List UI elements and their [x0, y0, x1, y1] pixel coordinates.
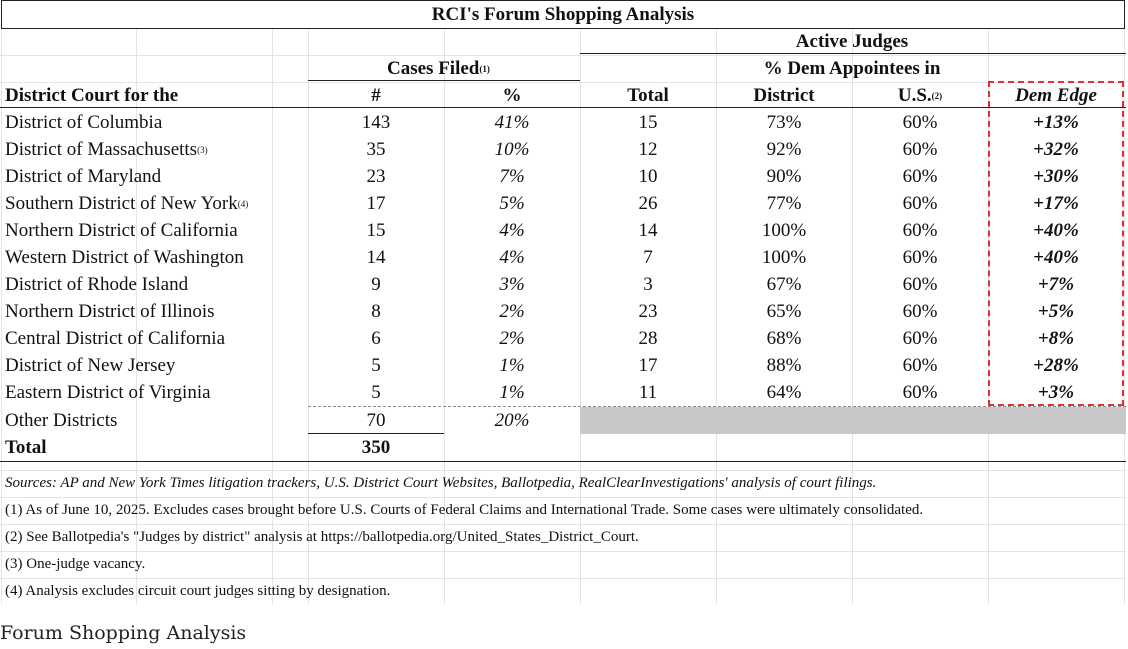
footnote-1: (1) As of June 10, 2025. Excludes cases brought before U.S. Courts of Federal Claims and International Trade. Some cases were ultimately consolidated. — [5, 502, 924, 518]
row-cases: 14 — [366, 247, 386, 268]
row-dem-edge: +3% — [1037, 382, 1075, 403]
row-dem-edge: +40% — [1033, 247, 1079, 268]
row-cases: 8 — [371, 301, 381, 322]
row-us-pct: 60% — [902, 220, 938, 241]
row-us-pct: 60% — [902, 193, 938, 214]
row-cases: 15 — [366, 220, 386, 241]
row-judges-total: 28 — [638, 328, 658, 349]
row-cases: 9 — [371, 274, 381, 295]
row-dem-edge: +7% — [1037, 274, 1075, 295]
row-cases: 35 — [366, 139, 386, 160]
row-court-name: District of Maryland — [5, 166, 162, 187]
row-percent: 10% — [494, 139, 530, 160]
row-district-pct: 88% — [766, 355, 802, 376]
other-districts-cases: 70 — [366, 410, 386, 431]
dem-edge-header: Dem Edge — [1015, 85, 1097, 106]
row-us-pct: 60% — [902, 382, 938, 403]
row-judges-total: 10 — [638, 166, 658, 187]
row-dem-edge: +8% — [1037, 328, 1075, 349]
district-court-header: District Court for the — [5, 85, 179, 106]
row-district-pct: 64% — [766, 382, 802, 403]
row-percent: 41% — [494, 112, 530, 133]
row-percent: 4% — [499, 220, 525, 241]
total-cases: 350 — [361, 437, 391, 458]
footnote-2: (2) See Ballotpedia's "Judges by district" analysis at https://ballotpedia.org/United_States_District_Court. — [5, 529, 639, 545]
row-percent: 5% — [499, 193, 525, 214]
row-cases: 5 — [371, 355, 381, 376]
row-percent: 1% — [499, 355, 525, 376]
row-percent: 3% — [499, 274, 525, 295]
footnote-4: (4) Analysis excludes circuit court judges sitting by designation. — [5, 583, 391, 599]
row-us-pct: 60% — [902, 301, 938, 322]
row-dem-edge: +17% — [1033, 193, 1079, 214]
row-district-pct: 68% — [766, 328, 802, 349]
row-judges-total: 15 — [638, 112, 658, 133]
image-caption: Forum Shopping Analysis — [0, 622, 247, 644]
row-court-name: District of Columbia — [5, 112, 163, 133]
row-court-name: Southern District of New York$^{(4)}$ — [5, 193, 249, 214]
row-cases: 143 — [361, 112, 391, 133]
row-judges-total: 11 — [638, 382, 658, 403]
row-us-pct: 60% — [902, 355, 938, 376]
cases-percent-header: % — [502, 85, 522, 106]
row-district-pct: 100% — [761, 220, 807, 241]
row-judges-total: 3 — [643, 274, 653, 295]
other-districts-label: Other Districts — [5, 410, 118, 431]
row-district-pct: 100% — [761, 247, 807, 268]
row-district-pct: 65% — [766, 301, 802, 322]
row-percent: 1% — [499, 382, 525, 403]
gray-fill-block — [580, 407, 1126, 434]
row-court-name: Eastern District of Virginia — [5, 382, 211, 403]
row-us-pct: 60% — [902, 139, 938, 160]
row-judges-total: 26 — [638, 193, 658, 214]
row-dem-edge: +13% — [1033, 112, 1079, 133]
cases-filed-header: Cases Filed$^{(1)}$ — [387, 58, 490, 79]
row-cases: 17 — [366, 193, 386, 214]
row-dem-edge: +28% — [1033, 355, 1079, 376]
row-dem-edge: +5% — [1037, 301, 1075, 322]
row-judges-total: 7 — [643, 247, 653, 268]
row-percent: 2% — [499, 328, 525, 349]
row-us-pct: 60% — [902, 166, 938, 187]
row-cases: 23 — [366, 166, 386, 187]
other-districts-pct: 20% — [494, 410, 530, 431]
row-us-pct: 60% — [902, 112, 938, 133]
row-us-pct: 60% — [902, 328, 938, 349]
row-district-pct: 67% — [766, 274, 802, 295]
row-district-pct: 73% — [766, 112, 802, 133]
row-court-name: Northern District of California — [5, 220, 238, 241]
row-dem-edge: +32% — [1033, 139, 1079, 160]
row-judges-total: 12 — [638, 139, 658, 160]
row-judges-total: 17 — [638, 355, 658, 376]
dem-edge-highlight — [988, 81, 1124, 406]
row-court-name: Northern District of Illinois — [5, 301, 215, 322]
row-court-name: District of Rhode Island — [5, 274, 189, 295]
row-percent: 7% — [499, 166, 525, 187]
judges-total-header: Total — [627, 85, 669, 106]
row-dem-edge: +30% — [1033, 166, 1079, 187]
total-label: Total — [5, 437, 47, 458]
sources-note: Sources: AP and New York Times litigation trackers, U.S. District Court Websites, Ballotpedia, RealClearInvestigations' analysis of court filings. — [5, 475, 877, 491]
row-court-name: District of New Jersey — [5, 355, 176, 376]
row-court-name: Western District of Washington — [5, 247, 244, 268]
row-us-pct: 60% — [902, 247, 938, 268]
row-percent: 4% — [499, 247, 525, 268]
footnote-3: (3) One-judge vacancy. — [5, 556, 146, 572]
row-cases: 6 — [371, 328, 381, 349]
active-judges-header: Active Judges — [795, 31, 909, 52]
row-court-name: District of Massachusetts$^{(3)}$ — [5, 139, 208, 160]
row-district-pct: 90% — [766, 166, 802, 187]
row-cases: 5 — [371, 382, 381, 403]
dem-appointees-header: % Dem Appointees in — [763, 58, 941, 79]
row-percent: 2% — [499, 301, 525, 322]
row-district-pct: 77% — [766, 193, 802, 214]
row-district-pct: 92% — [766, 139, 802, 160]
cases-count-header: # — [371, 85, 381, 106]
row-judges-total: 14 — [638, 220, 658, 241]
district-pct-header: District — [753, 85, 815, 106]
table-title: RCI's Forum Shopping Analysis — [431, 4, 695, 25]
row-us-pct: 60% — [902, 274, 938, 295]
row-court-name: Central District of California — [5, 328, 226, 349]
row-judges-total: 23 — [638, 301, 658, 322]
us-pct-header: U.S.$^{(2)}$ — [897, 85, 943, 106]
row-dem-edge: +40% — [1033, 220, 1079, 241]
